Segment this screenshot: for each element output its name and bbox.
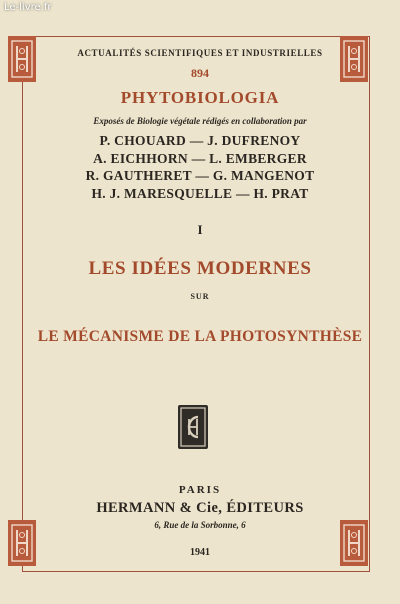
main-subtitle: LE MÉCANISME DE LA PHOTOSYNTHÈSE: [37, 328, 363, 345]
book-subtitle: Exposés de Biologie végétale rédigés en collaboration par: [93, 116, 307, 126]
author-line: R. GAUTHERET — G. MANGENOT: [85, 168, 315, 184]
book-title: PHYTOBIOLOGIA: [120, 88, 280, 107]
main-title: LES IDÉES MODERNES: [88, 258, 312, 279]
author-line: H. J. MARESQUELLE — H. PRAT: [91, 185, 309, 201]
series-name: ACTUALITÉS SCIENTIFIQUES ET INDUSTRIELLES: [77, 48, 323, 58]
publisher-name: HERMANN & Cie, ÉDITEURS: [96, 500, 304, 516]
author-list: [0, 132, 400, 202]
publisher-address: 6, Rue de la Sorbonne, 6: [154, 520, 246, 530]
author-line: P. CHOUARD — J. DUFRENOY: [99, 133, 301, 148]
hermann-logo-icon: [178, 405, 208, 449]
watermark: Le-livre.fr: [4, 2, 52, 13]
volume-number: I: [197, 222, 203, 237]
publication-year: 1941: [190, 547, 210, 558]
author-line: A. EICHHORN — L. EMBERGER: [93, 150, 307, 166]
series-number: 894: [191, 66, 209, 80]
title-connector: SUR: [190, 292, 210, 301]
publisher-city: PARIS: [178, 484, 222, 496]
